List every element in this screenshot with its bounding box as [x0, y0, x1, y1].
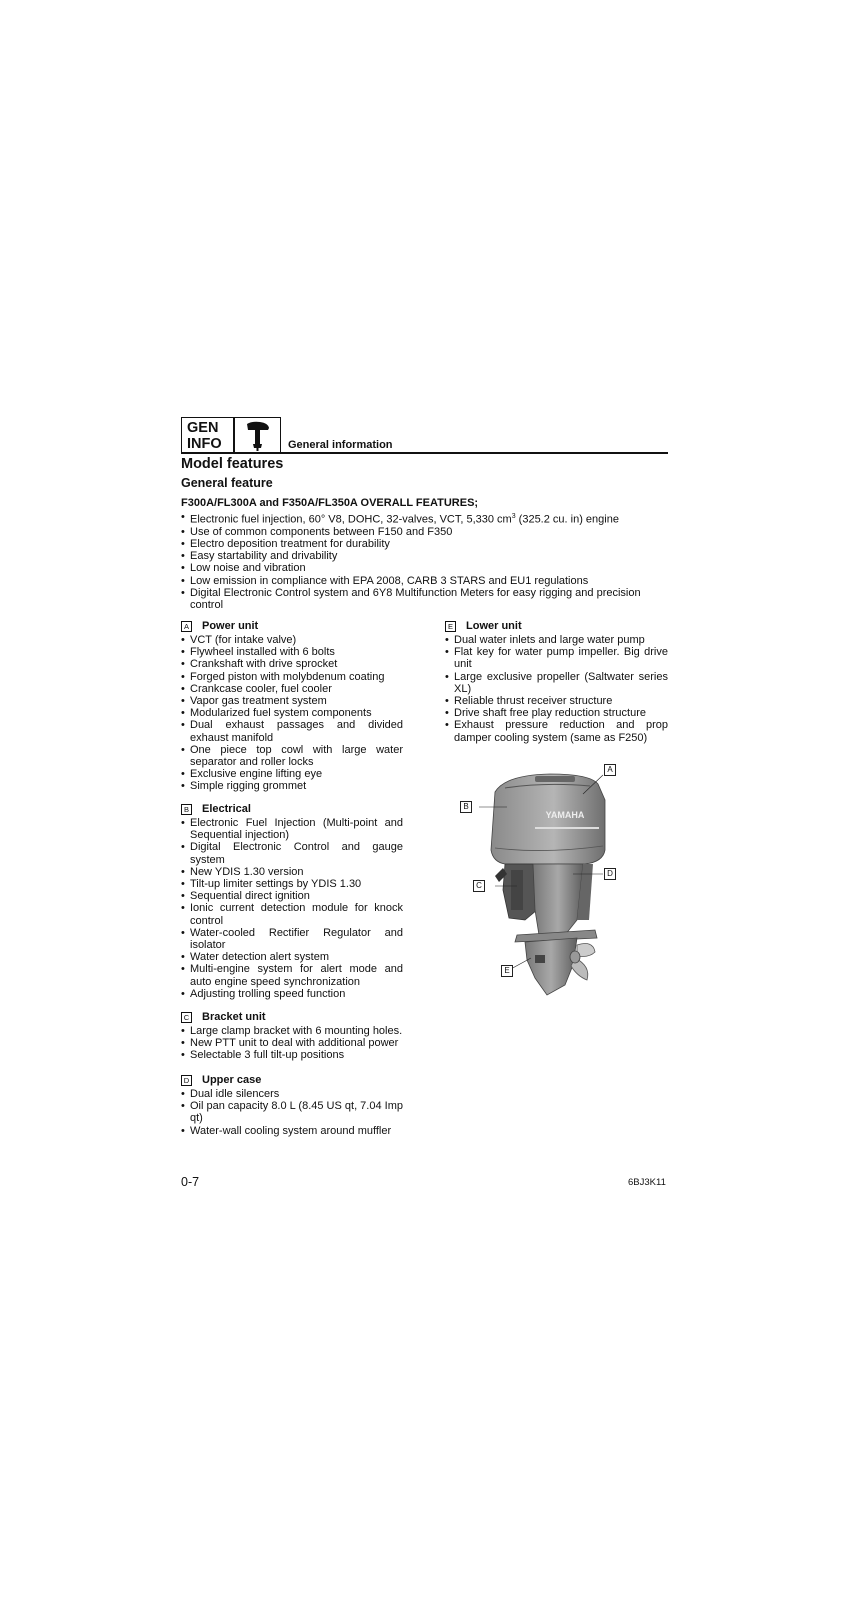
header-rule	[181, 452, 668, 454]
page-title: Model features	[181, 456, 284, 472]
tab-divider	[233, 418, 235, 453]
section-label-b: B	[181, 804, 192, 815]
section-title: Power unit	[202, 620, 259, 632]
section-title: Bracket unit	[202, 1011, 266, 1023]
list-item: • Multi-engine system for alert mode and auto engine speed synchronization	[181, 963, 403, 987]
section-heading	[445, 620, 668, 632]
list-item: • Water-cooled Rectifier Regulator and isolator	[181, 927, 403, 951]
list-item: • Crankshaft with drive sprocket	[181, 658, 403, 670]
list-item: • Easy startability and drivability	[181, 550, 668, 562]
list-item: • VCT (for intake valve)	[181, 634, 403, 646]
list-item: • Electro deposition treatment for durability	[181, 538, 668, 550]
tab-line-info: INFO	[187, 436, 222, 452]
list-item: • Digital Electronic Control and gauge system	[181, 841, 403, 865]
list-item: • Dual exhaust passages and divided exhaust manifold	[181, 719, 403, 743]
list-item: • Drive shaft free play reduction structure	[445, 707, 668, 719]
section-upper-case	[181, 1074, 403, 1137]
callout-e: E	[501, 965, 513, 977]
upper-case-list	[181, 1088, 403, 1137]
page-number: 0-7	[181, 1175, 200, 1189]
list-item: • New PTT unit to deal with additional power	[181, 1037, 403, 1049]
section-heading	[181, 620, 403, 632]
list-item: • Low noise and vibration	[181, 562, 668, 574]
chapter-tab	[181, 417, 281, 454]
document-code: 6BJ3K11	[628, 1177, 666, 1188]
section-label-d: D	[181, 1075, 192, 1086]
power-unit-list	[181, 634, 403, 793]
item-text: Electronic fuel injection, 60° V8, DOHC, 32-valves, VCT, 5,330 cm	[190, 513, 512, 526]
section-heading	[181, 1011, 403, 1023]
list-item: • Modularized fuel system components	[181, 707, 403, 719]
list-item	[181, 511, 668, 526]
list-item: • One piece top cowl with large water separator and roller locks	[181, 744, 403, 768]
list-item: • Electronic Fuel Injection (Multi-point and Sequential injection)	[181, 817, 403, 841]
outboard-motor-illustration	[465, 770, 645, 1000]
overall-heading: F300A/FL300A and F350A/FL350A OVERALL FEATURES;	[181, 497, 479, 509]
list-item: • Forged piston with molybdenum coating	[181, 671, 403, 683]
list-item: • Use of common components between F150 and F350	[181, 526, 668, 538]
list-item: • Exclusive engine lifting eye	[181, 768, 403, 780]
tab-line-gen: GEN	[187, 420, 219, 436]
list-item: • Simple rigging grommet	[181, 780, 403, 792]
list-item: • Selectable 3 full tilt-up positions	[181, 1049, 403, 1061]
list-item: • Ionic current detection module for knock control	[181, 902, 403, 926]
list-item: • Oil pan capacity 8.0 L (8.45 US qt, 7.04 Imp qt)	[181, 1100, 403, 1124]
section-title: Upper case	[202, 1074, 262, 1086]
section-label-c: C	[181, 1012, 192, 1023]
subtitle: General feature	[181, 476, 273, 490]
list-item: • Sequential direct ignition	[181, 890, 403, 902]
section-label-a: A	[181, 621, 192, 632]
callout-b: B	[460, 801, 472, 813]
list-item: • Digital Electronic Control system and 6Y8 Multifunction Meters for easy rigging and precision control	[181, 587, 668, 611]
callout-c: C	[473, 880, 485, 892]
overall-feature-list	[181, 511, 668, 611]
list-item: • Adjusting trolling speed function	[181, 988, 403, 1000]
yamaha-brand-text: YAMAHA	[545, 810, 585, 820]
outboard-motor-figure	[463, 765, 645, 1000]
section-bracket-unit	[181, 1011, 403, 1062]
list-item: • New YDIS 1.30 version	[181, 866, 403, 878]
bracket-unit-list	[181, 1025, 403, 1062]
callout-d: D	[604, 868, 616, 880]
list-item: • Low emission in compliance with EPA 2008, CARB 3 STARS and EU1 regulations	[181, 575, 668, 587]
section-label-e: E	[445, 621, 456, 632]
list-item: • Water-wall cooling system around muffler	[181, 1125, 403, 1137]
list-item: • Exhaust pressure reduction and prop damper cooling system (same as F250)	[445, 719, 668, 743]
list-item: • Dual water inlets and large water pump	[445, 634, 668, 646]
chapter-tab-label	[187, 420, 233, 452]
list-item: • Large clamp bracket with 6 mounting holes.	[181, 1025, 403, 1037]
item-superscript: 3	[511, 513, 516, 520]
list-item: • Flywheel installed with 6 bolts	[181, 646, 403, 658]
item-text-tail: (325.2 cu. in) engine	[515, 513, 619, 526]
section-heading	[181, 803, 403, 815]
callout-a: A	[604, 764, 616, 776]
electrical-list	[181, 817, 403, 1000]
list-item: • Large exclusive propeller (Saltwater series XL)	[445, 671, 668, 695]
section-power-unit	[181, 620, 403, 793]
list-item: • Water detection alert system	[181, 951, 403, 963]
header-section-title: General information	[288, 439, 393, 451]
section-lower-unit	[445, 620, 668, 744]
list-item: • Tilt-up limiter settings by YDIS 1.30	[181, 878, 403, 890]
list-item: • Flat key for water pump impeller. Big drive unit	[445, 646, 668, 670]
lower-unit-list	[445, 634, 668, 744]
section-title: Lower unit	[466, 620, 522, 632]
list-item: • Dual idle silencers	[181, 1088, 403, 1100]
list-item: • Vapor gas treatment system	[181, 695, 403, 707]
section-electrical	[181, 803, 403, 1000]
section-heading	[181, 1074, 403, 1086]
list-item: • Crankcase cooler, fuel cooler	[181, 683, 403, 695]
list-item: • Reliable thrust receiver structure	[445, 695, 668, 707]
section-title: Electrical	[202, 803, 251, 815]
